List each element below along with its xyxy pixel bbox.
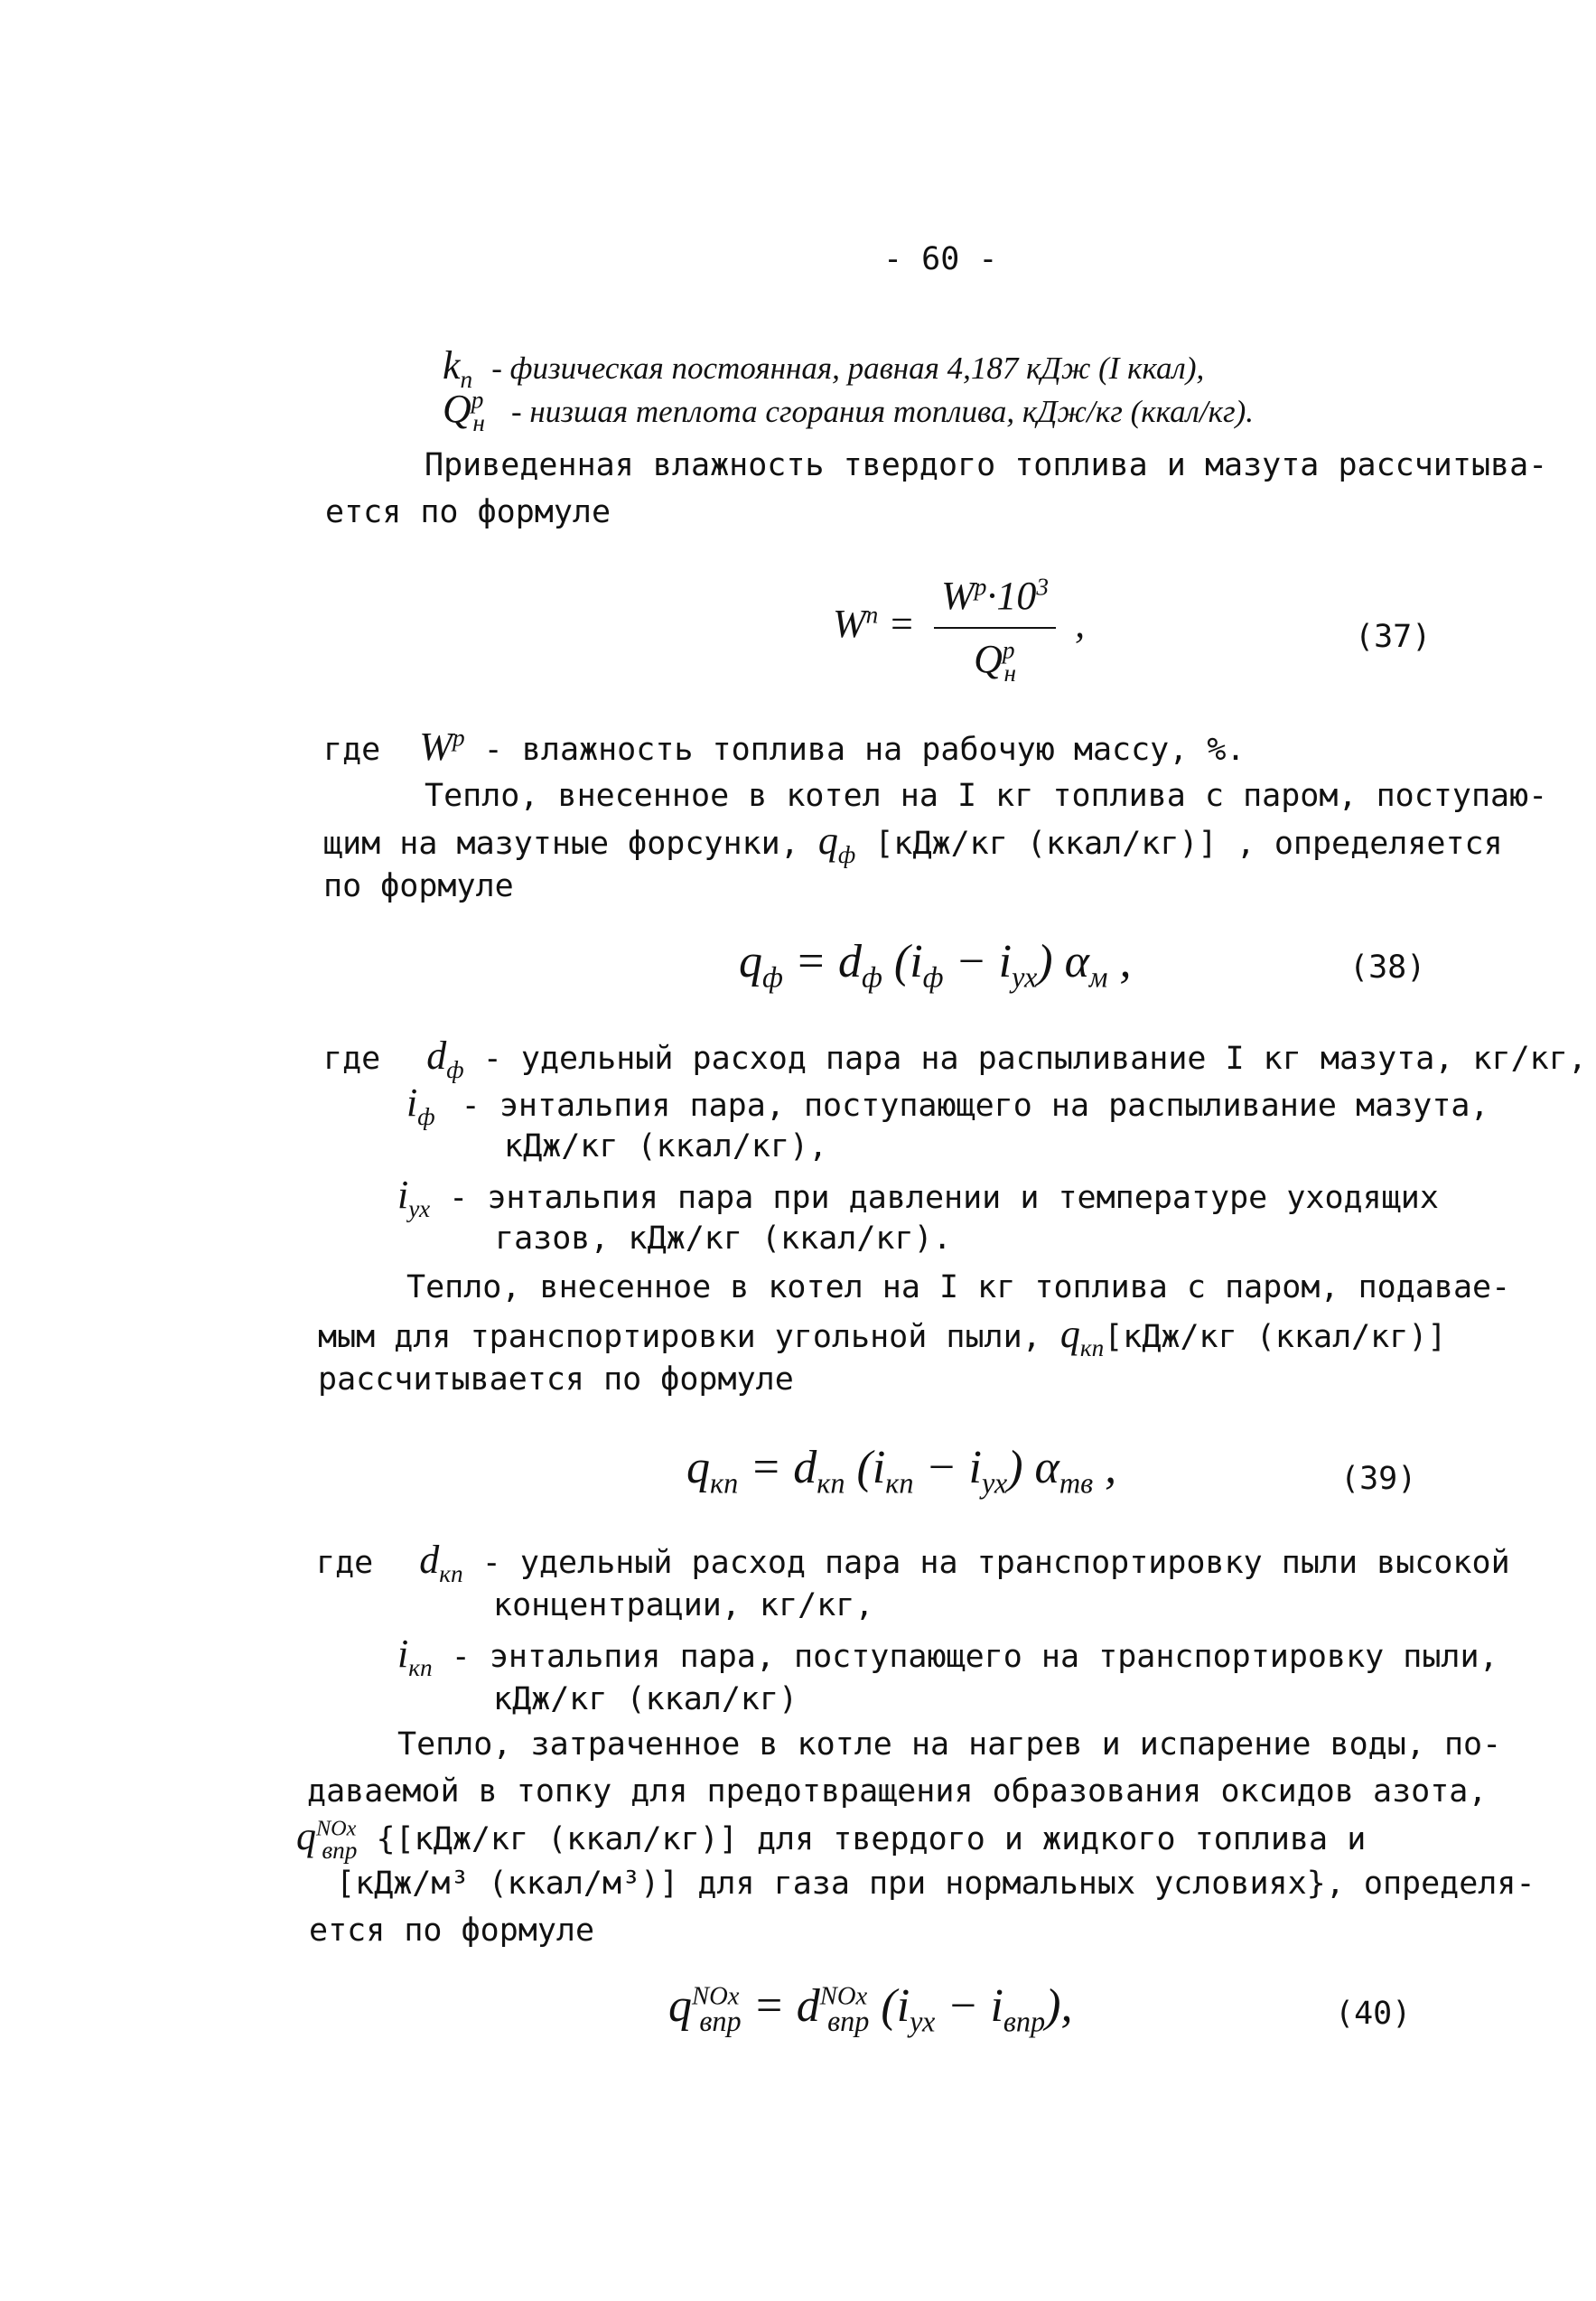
- symbol-iux: $i_{ух}$: [397, 1173, 431, 1222]
- paragraph-line: Приведенная влажность твердого топлива и мазута рассчитыва-: [425, 447, 1548, 483]
- symbol-ikp: $i_{кп}$: [397, 1632, 433, 1681]
- where-line: [406, 1080, 1489, 1128]
- text-fragment: мым для транспортировки угольной пыли,: [318, 1319, 1041, 1355]
- paragraph-line: Тепло, внесенное в котел на I кг топлива с паром, подавае-: [406, 1269, 1511, 1305]
- where-text: - энтальпия пара, поступающего на распыливание мазута,: [461, 1088, 1489, 1124]
- text-fragment: , определяется: [1236, 826, 1503, 862]
- symbol-if: $i_ф$: [406, 1080, 435, 1130]
- paragraph-line: [318, 1312, 1447, 1360]
- equation-number: (39): [1340, 1461, 1417, 1497]
- paragraph-line: ется по формуле: [325, 494, 611, 530]
- symbol-qf: $q_ф$: [817, 818, 856, 868]
- paragraph-line: [296, 1814, 1366, 1862]
- equation-lhs: $W^n$ =: [833, 601, 915, 646]
- fraction: [934, 569, 1056, 687]
- where-text: - энтальпия пара при давлении и температуре уходящих: [449, 1180, 1439, 1216]
- paragraph-line: [323, 818, 1503, 866]
- equation-comma: ,: [1075, 602, 1086, 646]
- equation-number: (37): [1355, 619, 1432, 655]
- paragraph-line: даваемой в топку для предотвращения образования оксидов азота,: [307, 1773, 1488, 1810]
- symbol-qnp: $Q^р_н$: [443, 386, 485, 436]
- definition-qnp: [443, 387, 1254, 435]
- text-fragment: [кДж/кг (ккал/кг)]: [874, 826, 1218, 862]
- where-lead: где: [323, 732, 381, 768]
- where-text: - влажность топлива на рабочую массу, %.: [483, 732, 1246, 768]
- paragraph-line: [кДж/м³ (ккал/м³)] для газа при нормальных условиях}, определя-: [336, 1866, 1535, 1902]
- equation-37: [833, 569, 1085, 687]
- symbol-wp: $W^р$: [419, 724, 465, 769]
- where-line: кДж/кг (ккал/кг),: [504, 1128, 828, 1165]
- paragraph-line: Тепло, затраченное в котле на нагрев и испарение воды, по-: [397, 1726, 1502, 1763]
- equation-number: (40): [1335, 1996, 1412, 2032]
- where-lead: где: [323, 1041, 381, 1077]
- definition-kp: [443, 343, 1204, 391]
- paragraph-line: по формуле: [323, 868, 514, 904]
- symbol-qnox: $q^{NOx}_{впр}$: [296, 1814, 358, 1864]
- symbol-kp: $k_п$: [443, 343, 473, 393]
- where-text: - энтальпия пара, поступающего на транспортировку пыли,: [451, 1639, 1498, 1675]
- paragraph-line: рассчитывается по формуле: [318, 1361, 794, 1398]
- where-line: [397, 1173, 1439, 1221]
- paragraph-line: ется по формуле: [309, 1913, 595, 1949]
- fraction-denominator: $Q^р_н$: [974, 636, 1017, 687]
- paragraph-line: Тепло, внесенное в котел на I кг топлива с паром, поступаю-: [425, 778, 1548, 814]
- symbol-qkp: $q_{кп}$: [1059, 1312, 1105, 1361]
- where-line: газов, кДж/кг (ккал/кг).: [495, 1221, 952, 1257]
- where-line: концентрации, кг/кг,: [493, 1587, 874, 1623]
- symbol-df: $d_ф$: [426, 1034, 464, 1083]
- text-fragment: {[кДж/кг (ккал/кг)] для твердого и жидкого топлива и: [376, 1821, 1367, 1857]
- where-line: [323, 725, 1246, 772]
- where-lead: где: [316, 1545, 374, 1581]
- where-line: [316, 1538, 1510, 1585]
- equation-39: $q_{кп} = d_{кп}$ $(i_{кп} - i_{ух})$ $\alpha_{тв}$ ,: [686, 1442, 1117, 1500]
- equation-number: (38): [1349, 949, 1426, 986]
- text-fragment: [кДж/кг (ккал/кг)]: [1104, 1319, 1447, 1355]
- fraction-numerator: $W^р\cdot 10^3$: [934, 569, 1056, 629]
- where-text: - удельный расход пара на транспортировку пыли высокой: [481, 1545, 1510, 1581]
- definition-text: - низшая теплота сгорания топлива, кДж/кг (ккал/кг).: [511, 394, 1255, 429]
- page-number: - 60 -: [883, 241, 998, 277]
- where-text: - удельный расход пара на распыливание I кг мазута, кг/кг,: [482, 1041, 1587, 1077]
- equation-38: $q_ф = d_ф$ $(i_ф - i_{ух})$ $\alpha_м$ ,: [739, 936, 1132, 994]
- equation-40: $q^{NOx}_{впр} = d^{NOx}_{впр}$ $(i_{ух} - i_{впр})$,: [668, 1980, 1073, 2038]
- where-line: [397, 1632, 1498, 1679]
- text-fragment: щим на мазутные форсунки,: [323, 826, 799, 862]
- where-line: кДж/кг (ккал/кг): [493, 1681, 798, 1717]
- symbol-dkp: $d_{кп}$: [419, 1538, 463, 1587]
- where-line: [323, 1034, 1587, 1081]
- definition-text: - физическая постоянная, равная 4,187 кДж (I ккал),: [491, 351, 1205, 386]
